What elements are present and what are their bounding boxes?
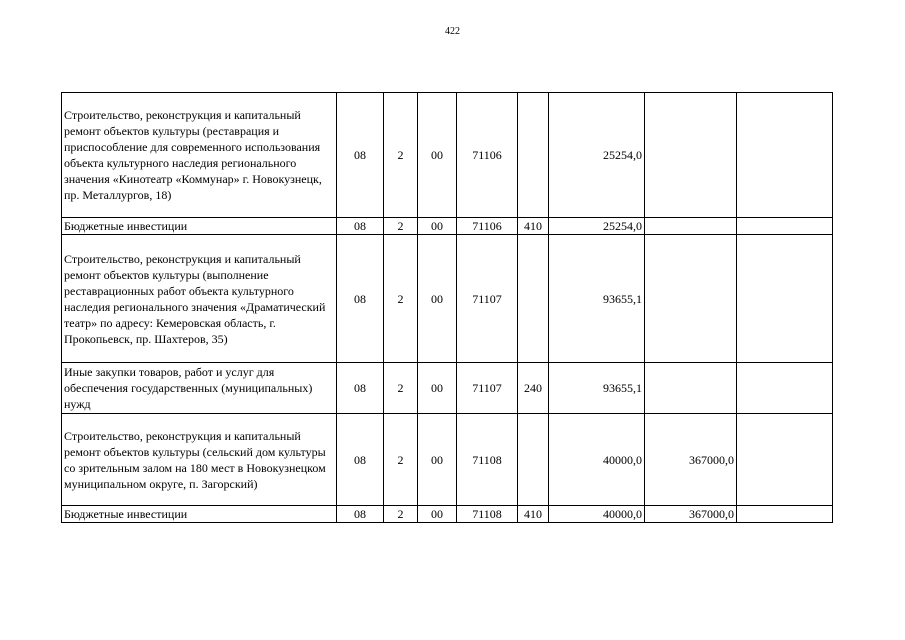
- amount-2: 367000,0: [645, 506, 737, 523]
- table-row: [62, 218, 833, 235]
- table-row: [62, 506, 833, 523]
- program-code: 2: [384, 506, 418, 523]
- amount-1: 40000,0: [549, 414, 645, 506]
- amount-1: 40000,0: [549, 506, 645, 523]
- amount-2: 367000,0: [645, 414, 737, 506]
- subprogram-code: 00: [418, 235, 457, 363]
- subprogram-code: 00: [418, 363, 457, 414]
- section-code: 08: [337, 414, 384, 506]
- subprogram-code: 00: [418, 414, 457, 506]
- row-name: Строительство, реконструкция и капитальный ремонт объектов культуры (реставрация и приспособление для современного использования объекта культурного наследия регионального значения «Кинотеатр «Коммунар» г. Новокузнецк, пр. Металлургов, 18): [62, 93, 337, 218]
- amount-3: [737, 414, 833, 506]
- section-code: 08: [337, 235, 384, 363]
- budget-table: [61, 92, 833, 523]
- amount-2: [645, 93, 737, 218]
- expense-type-code: 240: [518, 363, 549, 414]
- expense-type-code: 410: [518, 506, 549, 523]
- amount-3: [737, 235, 833, 363]
- expense-type-code: [518, 235, 549, 363]
- amount-1: 25254,0: [549, 93, 645, 218]
- amount-2: [645, 235, 737, 363]
- section-code: 08: [337, 363, 384, 414]
- section-code: 08: [337, 506, 384, 523]
- amount-3: [737, 93, 833, 218]
- section-code: 08: [337, 218, 384, 235]
- amount-3: [737, 506, 833, 523]
- row-name: Бюджетные инвестиции: [62, 506, 337, 523]
- row-name: Иные закупки товаров, работ и услуг для обеспечения государственных (муниципальных) нужд: [62, 363, 337, 414]
- article-code: 71106: [457, 93, 518, 218]
- article-code: 71107: [457, 363, 518, 414]
- amount-3: [737, 218, 833, 235]
- subprogram-code: 00: [418, 506, 457, 523]
- amount-2: [645, 218, 737, 235]
- table-row: [62, 235, 833, 363]
- article-code: 71108: [457, 414, 518, 506]
- amount-1: 93655,1: [549, 363, 645, 414]
- expense-type-code: [518, 414, 549, 506]
- table-row: [62, 414, 833, 506]
- article-code: 71107: [457, 235, 518, 363]
- subprogram-code: 00: [418, 93, 457, 218]
- table-row: [62, 93, 833, 218]
- section-code: 08: [337, 93, 384, 218]
- program-code: 2: [384, 414, 418, 506]
- amount-2: [645, 363, 737, 414]
- program-code: 2: [384, 363, 418, 414]
- subprogram-code: 00: [418, 218, 457, 235]
- amount-3: [737, 363, 833, 414]
- row-name: Строительство, реконструкция и капитальный ремонт объектов культуры (сельский дом культуры со зрительным залом на 180 мест в Новокузнецком муниципальном округе, п. Загорский): [62, 414, 337, 506]
- program-code: 2: [384, 93, 418, 218]
- amount-1: 25254,0: [549, 218, 645, 235]
- program-code: 2: [384, 235, 418, 363]
- table-row: [62, 363, 833, 414]
- expense-type-code: 410: [518, 218, 549, 235]
- article-code: 71106: [457, 218, 518, 235]
- article-code: 71108: [457, 506, 518, 523]
- row-name: Бюджетные инвестиции: [62, 218, 337, 235]
- page-number: 422: [445, 26, 460, 37]
- amount-1: 93655,1: [549, 235, 645, 363]
- expense-type-code: [518, 93, 549, 218]
- row-name: Строительство, реконструкция и капитальный ремонт объектов культуры (выполнение реставрационных работ объекта культурного наследия регионального значения «Драматический театр» по адресу: Кемеровская область, г. Прокопьевск, пр. Шахтеров, 35): [62, 235, 337, 363]
- program-code: 2: [384, 218, 418, 235]
